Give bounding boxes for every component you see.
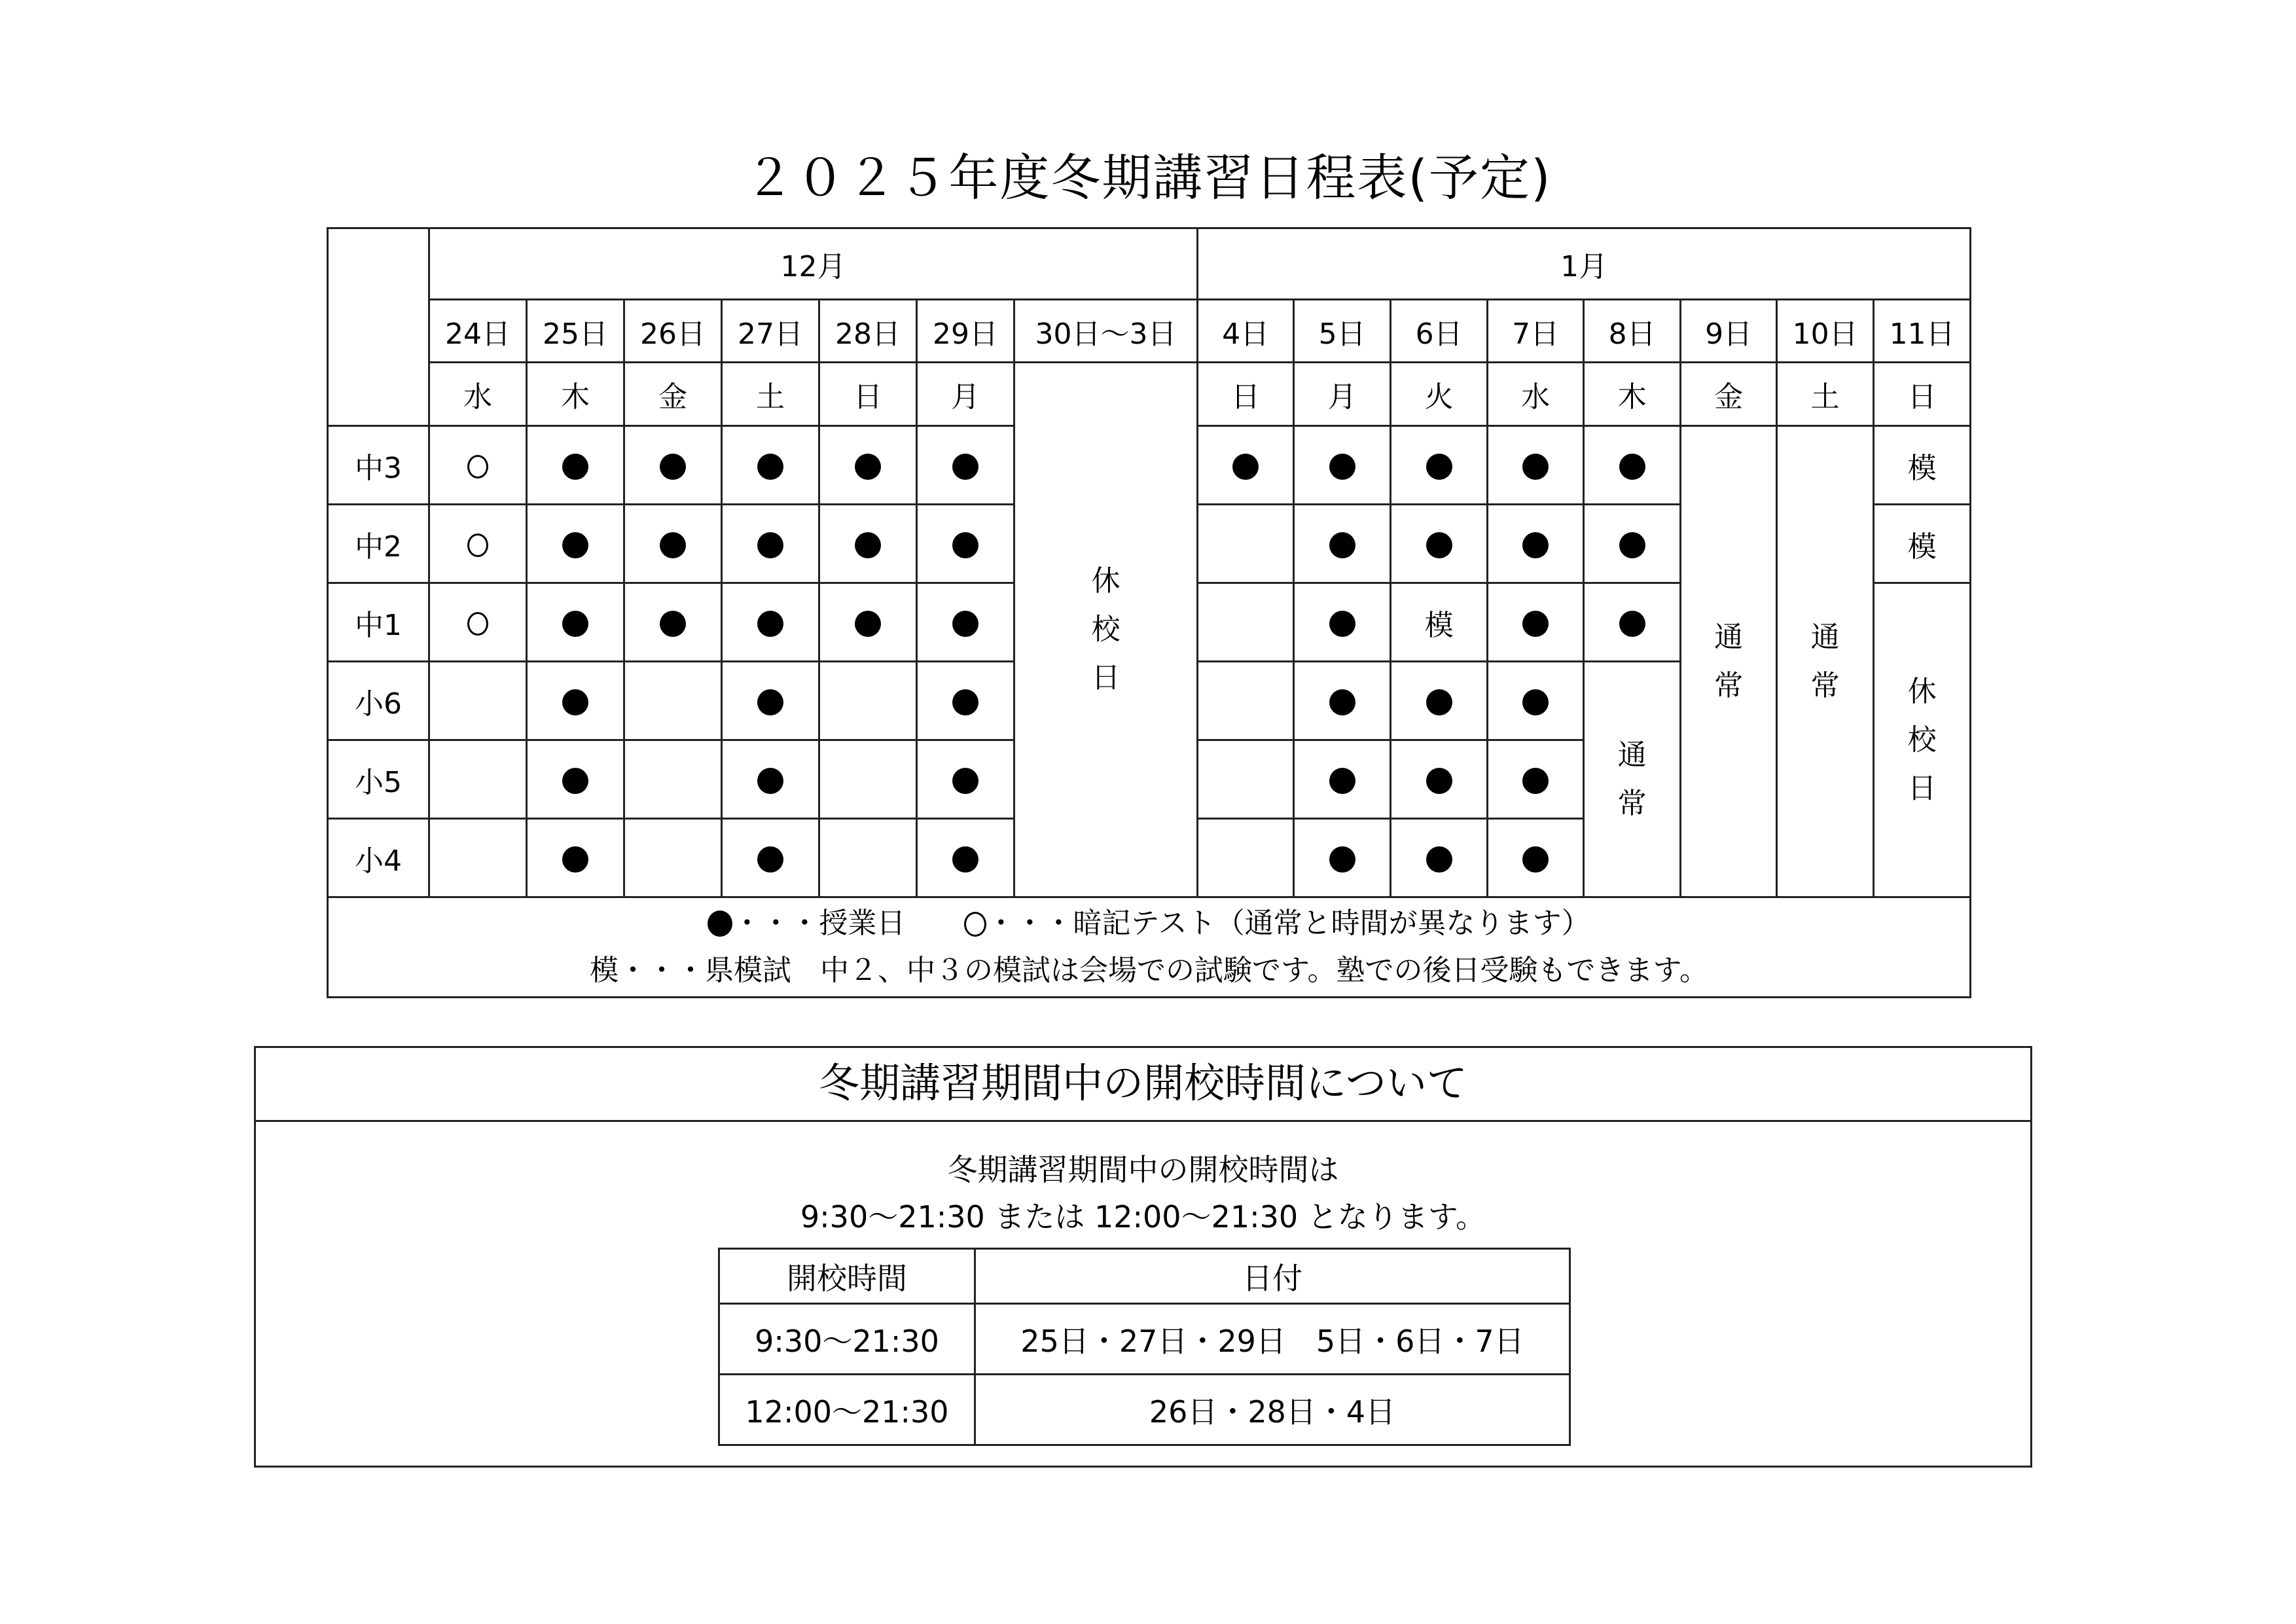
normal-block-9 [1681,426,1777,897]
filled-circle-icon [952,846,978,873]
date-header: 8日 [1584,300,1681,363]
schedule-cell [1391,819,1488,897]
schedule-cell [1584,426,1681,505]
page-title: ２０２５年度冬期講習日程表(予定) [744,149,1552,207]
mock-cell: 模 [1391,583,1488,662]
weekday-header: 日 [1874,363,1971,426]
filled-circle-icon [855,611,881,637]
weekday-header: 日 [1198,363,1294,426]
schedule-cell [1391,740,1488,819]
weekday-header: 月 [917,363,1014,426]
weekday-header: 金 [624,363,722,426]
grade-label: 中1 [328,583,429,662]
filled-circle-icon [952,454,978,480]
filled-circle-icon [1619,454,1645,480]
corner-cell [328,228,429,426]
filled-circle-icon [952,532,978,558]
schedule-cell [527,583,624,662]
opening-hours-heading: 冬期講習期間中の開校時間について [256,1048,2030,1122]
closed-day-11 [1874,583,1971,897]
schedule-cell [1198,740,1294,819]
schedule-cell [1198,662,1294,740]
filled-circle-icon [757,532,783,558]
date-header: 26日 [624,300,722,363]
opening-hours-section [254,1046,2032,1468]
filled-circle-icon [562,689,588,715]
filled-circle-icon [855,532,881,558]
grade-label: 中2 [328,505,429,583]
filled-circle-icon [1522,768,1549,794]
schedule-cell [429,583,527,662]
closed-period-label: 休校日 [1091,564,1121,695]
filled-circle-icon [1426,454,1452,480]
filled-circle-icon [757,689,783,715]
legend [328,897,1971,998]
weekday-header: 金 [1681,363,1777,426]
open-circle-icon [964,912,986,937]
schedule-cell [1488,583,1584,662]
time-cell: 9:30〜21:30 [719,1304,975,1375]
date-header: 7日 [1488,300,1584,363]
weekday-header: 日 [819,363,917,426]
normal-label: 通常 [1617,738,1647,820]
date-header: 27日 [722,300,819,363]
date-header: 4日 [1198,300,1294,363]
schedule-cell [1391,662,1488,740]
filled-circle-icon [952,611,978,637]
legend-mock: 模・・・県模試 中２、中３の模試は会場での試験です。塾での後日受験もできます。 [590,954,1709,987]
weekday-header: 木 [1584,363,1681,426]
normal-label: 通常 [1714,620,1744,702]
table-row [719,1375,1570,1445]
filled-circle-icon [1522,689,1549,715]
filled-circle-icon [1329,532,1355,558]
mock-cell: 模 [1874,505,1971,583]
filled-circle-icon [1619,532,1645,558]
schedule-cell [917,426,1014,505]
date-header: 25日 [527,300,624,363]
schedule-cell [819,583,917,662]
filled-circle-icon [1426,532,1452,558]
schedule-cell [429,505,527,583]
schedule-cell [917,819,1014,897]
date-header: 9日 [1681,300,1777,363]
weekday-header: 月 [1294,363,1391,426]
filled-circle-icon [1619,611,1645,637]
schedule-cell [1391,505,1488,583]
schedule-cell [624,426,722,505]
dates-cell: 26日・28日・4日 [975,1375,1570,1445]
column-header-time: 開校時間 [719,1249,975,1304]
schedule-cell [722,740,819,819]
closed-period-cell [1014,363,1198,897]
schedule-cell [1391,426,1488,505]
schedule-cell [429,426,527,505]
schedule-cell [917,505,1014,583]
intro-line-2: 9:30〜21:30 または 12:00〜21:30 となります。 [800,1199,1486,1235]
filled-circle-icon [757,768,783,794]
schedule-cell [624,662,722,740]
schedule-cell [624,740,722,819]
schedule-cell [1488,740,1584,819]
filled-circle-icon [952,689,978,715]
schedule-cell [1488,426,1584,505]
table-row [719,1304,1570,1375]
schedule-cell [917,662,1014,740]
date-header: 10日 [1777,300,1874,363]
filled-circle-icon [1426,846,1452,873]
filled-circle-icon [708,911,732,937]
schedule-cell [819,662,917,740]
filled-circle-icon [1522,846,1549,873]
filled-circle-icon [952,768,978,794]
schedule-cell [917,740,1014,819]
filled-circle-icon [562,846,588,873]
grade-label: 小5 [328,740,429,819]
schedule-cell [722,583,819,662]
month-header-jan: 1月 [1198,228,1971,300]
schedule-cell [1294,662,1391,740]
weekday-header: 土 [722,363,819,426]
weekday-header: 水 [429,363,527,426]
closed-day-label: 休校日 [1907,674,1937,805]
schedule-cell [1198,583,1294,662]
schedule-cell [624,505,722,583]
filled-circle-icon [660,454,686,480]
normal-block-10 [1777,426,1874,897]
filled-circle-icon [757,846,783,873]
filled-circle-icon [1329,454,1355,480]
schedule-cell [819,819,917,897]
schedule-cell [819,426,917,505]
filled-circle-icon [1329,689,1355,715]
schedule-cell [527,662,624,740]
legend-class-day: ・・・授業日 [732,907,906,940]
grade-label: 小6 [328,662,429,740]
date-header: 5日 [1294,300,1391,363]
filled-circle-icon [1329,611,1355,637]
schedule-cell [1198,819,1294,897]
filled-circle-icon [757,611,783,637]
opening-hours-intro [256,1146,2030,1240]
normal-label: 通常 [1810,620,1840,702]
intro-line-1: 冬期講習期間中の開校時間は [947,1152,1339,1187]
schedule-cell [819,740,917,819]
schedule-cell [1584,505,1681,583]
filled-circle-icon [1329,846,1355,873]
open-circle-icon [467,612,488,636]
filled-circle-icon [1329,768,1355,794]
schedule-cell [1488,662,1584,740]
filled-circle-icon [562,768,588,794]
schedule-cell [1294,505,1391,583]
filled-circle-icon [1522,454,1549,480]
schedule-cell [1198,426,1294,505]
date-header: 6日 [1391,300,1488,363]
schedule-cell [1488,819,1584,897]
schedule-cell [429,662,527,740]
filled-circle-icon [757,454,783,480]
normal-block-8 [1584,662,1681,897]
schedule-table [327,227,1971,998]
schedule-cell [819,505,917,583]
time-cell: 12:00〜21:30 [719,1375,975,1445]
weekday-header: 水 [1488,363,1584,426]
schedule-cell [624,819,722,897]
schedule-cell [527,505,624,583]
filled-circle-icon [855,454,881,480]
schedule-cell [527,740,624,819]
dates-cell: 25日・27日・29日 5日・6日・7日 [975,1304,1570,1375]
date-header: 29日 [917,300,1014,363]
filled-circle-icon [562,454,588,480]
schedule-cell [429,740,527,819]
grade-label: 小4 [328,819,429,897]
weekday-header: 木 [527,363,624,426]
filled-circle-icon [1426,768,1452,794]
schedule-cell [1584,583,1681,662]
month-header-dec: 12月 [429,228,1198,300]
filled-circle-icon [562,532,588,558]
filled-circle-icon [1232,454,1259,480]
schedule-cell [722,662,819,740]
filled-circle-icon [1522,611,1549,637]
filled-circle-icon [1522,532,1549,558]
filled-circle-icon [660,611,686,637]
filled-circle-icon [1426,689,1452,715]
grade-label: 中3 [328,426,429,505]
schedule-cell [1294,740,1391,819]
schedule-cell [527,426,624,505]
schedule-cell [429,819,527,897]
schedule-cell [722,505,819,583]
schedule-cell [1294,819,1391,897]
date-header: 28日 [819,300,917,363]
schedule-cell [917,583,1014,662]
open-circle-icon [467,533,488,557]
schedule-cell [624,583,722,662]
schedule-cell [1488,505,1584,583]
weekday-header: 火 [1391,363,1488,426]
schedule-cell [1198,505,1294,583]
filled-circle-icon [660,532,686,558]
schedule-cell [1294,583,1391,662]
weekday-header: 土 [1777,363,1874,426]
date-header: 24日 [429,300,527,363]
legend-memorization-test: ・・・暗記テスト（通常と時間が異なります） [986,907,1590,940]
schedule-cell [1294,426,1391,505]
open-circle-icon [467,455,488,478]
filled-circle-icon [562,611,588,637]
opening-hours-table [718,1248,1571,1446]
schedule-cell [527,819,624,897]
date-header: 30日〜3日 [1014,300,1198,363]
schedule-cell [722,426,819,505]
legend-line-1 [329,900,1969,947]
date-header: 11日 [1874,300,1971,363]
mock-cell: 模 [1874,426,1971,505]
schedule-cell [722,819,819,897]
column-header-dates: 日付 [975,1249,1570,1304]
